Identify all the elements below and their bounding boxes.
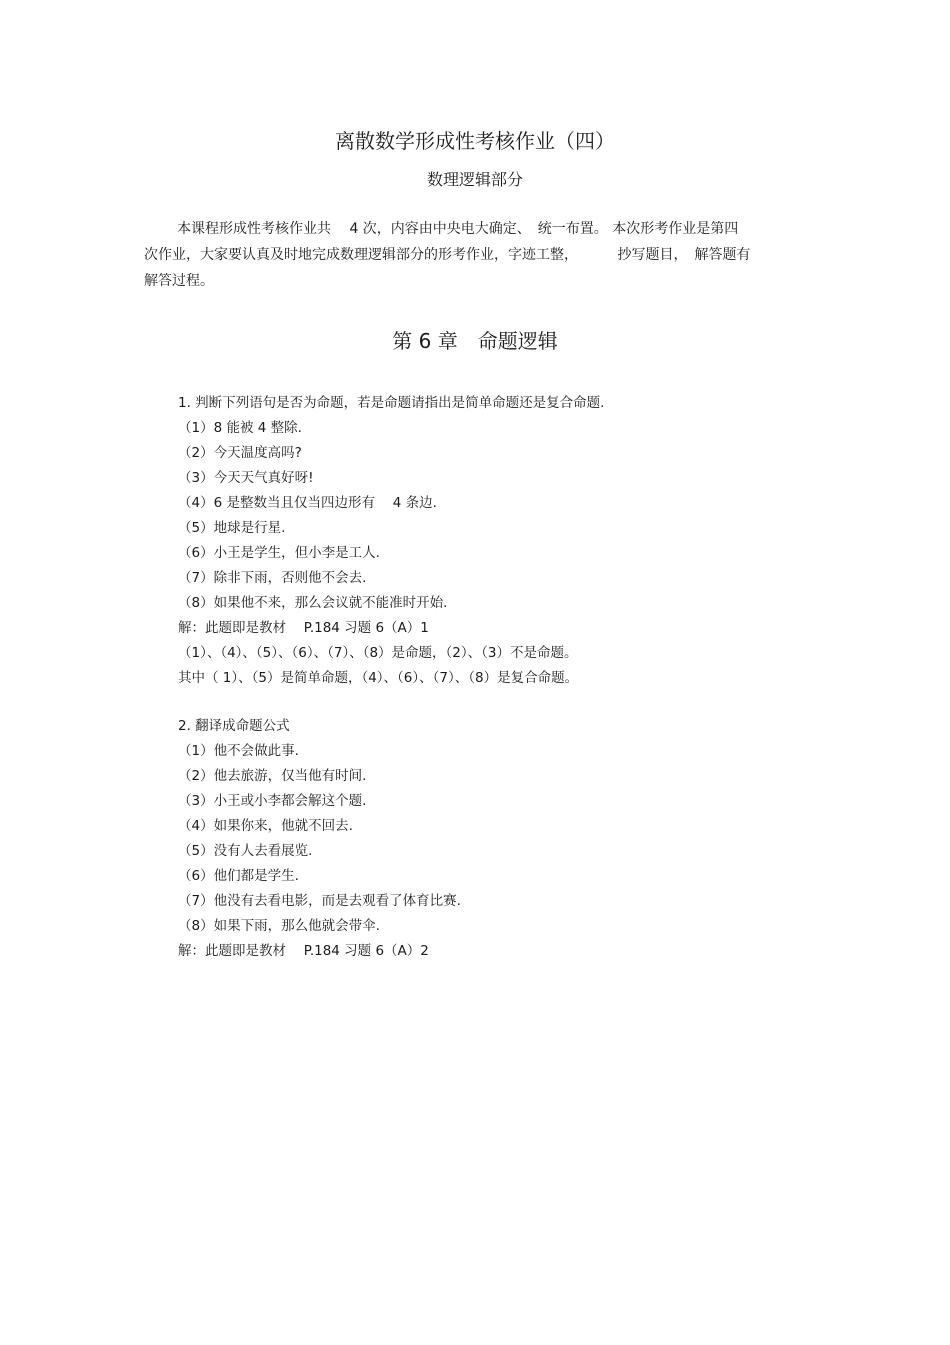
question-item: （2）今天温度高吗? (178, 445, 302, 461)
answer-reference: 解：此题即是教材 P.184 习题 6（A）1 (178, 620, 429, 636)
question-1 (178, 391, 798, 691)
answer-line: （1）、（4）、（5）、（6）、（7）、（8）是命题，（2）、（3）不是命题。 (178, 645, 578, 661)
question-item: （7）他没有去看电影，而是去观看了体育比赛. (178, 893, 461, 909)
question-item: （6）他们都是学生. (178, 868, 299, 884)
question-prompt: 2. 翻译成命题公式 (178, 718, 290, 734)
question-item: （3）小王或小李都会解这个题. (178, 793, 367, 809)
question-2 (178, 714, 798, 964)
intro-line: 本课程形成性考核作业共 4 次，内容由中央电大确定、 统一布置。 本次形考作业是第四 (177, 221, 739, 237)
question-item: （5）地球是行星. (178, 520, 286, 536)
intro-paragraph (144, 216, 809, 294)
answer-line: 其中（ 1）、（5）是简单命题，（4）、（6）、（7）、（8）是复合命题。 (178, 670, 579, 686)
document-subtitle: 数理逻辑部分 (426, 170, 523, 189)
chapter-title: 第 6 章 命题逻辑 (392, 329, 558, 353)
question-item: （1）他不会做此事. (178, 743, 299, 759)
intro-line: 次作业，大家要认真及时地完成数理逻辑部分的形考作业，字迹工整， 抄写题目， 解答题有 (144, 247, 751, 263)
question-item: （6）小王是学生，但小李是工人. (178, 545, 380, 561)
intro-line: 解答过程。 (144, 273, 214, 289)
question-item: （4）如果你来，他就不回去. (178, 818, 353, 834)
question-item: （5）没有人去看展览. (178, 843, 313, 859)
document-title: 离散数学形成性考核作业（四） (335, 129, 615, 153)
question-item: （1）8 能被 4 整除. (178, 420, 302, 436)
question-prompt: 1. 判断下列语句是否为命题，若是命题请指出是简单命题还是复合命题. (178, 395, 605, 411)
question-item: （2）他去旅游，仅当他有时间. (178, 768, 367, 784)
question-item: （3）今天天气真好呀! (178, 470, 314, 486)
question-item: （8）如果下雨，那么他就会带伞. (178, 918, 380, 934)
question-item: （4）6 是整数当且仅当四边形有 4 条边. (178, 495, 437, 511)
answer-reference: 解：此题即是教材 P.184 习题 6（A）2 (178, 943, 429, 959)
question-item: （8）如果他不来，那么会议就不能准时开始. (178, 595, 448, 611)
question-item: （7）除非下雨，否则他不会去. (178, 570, 367, 586)
